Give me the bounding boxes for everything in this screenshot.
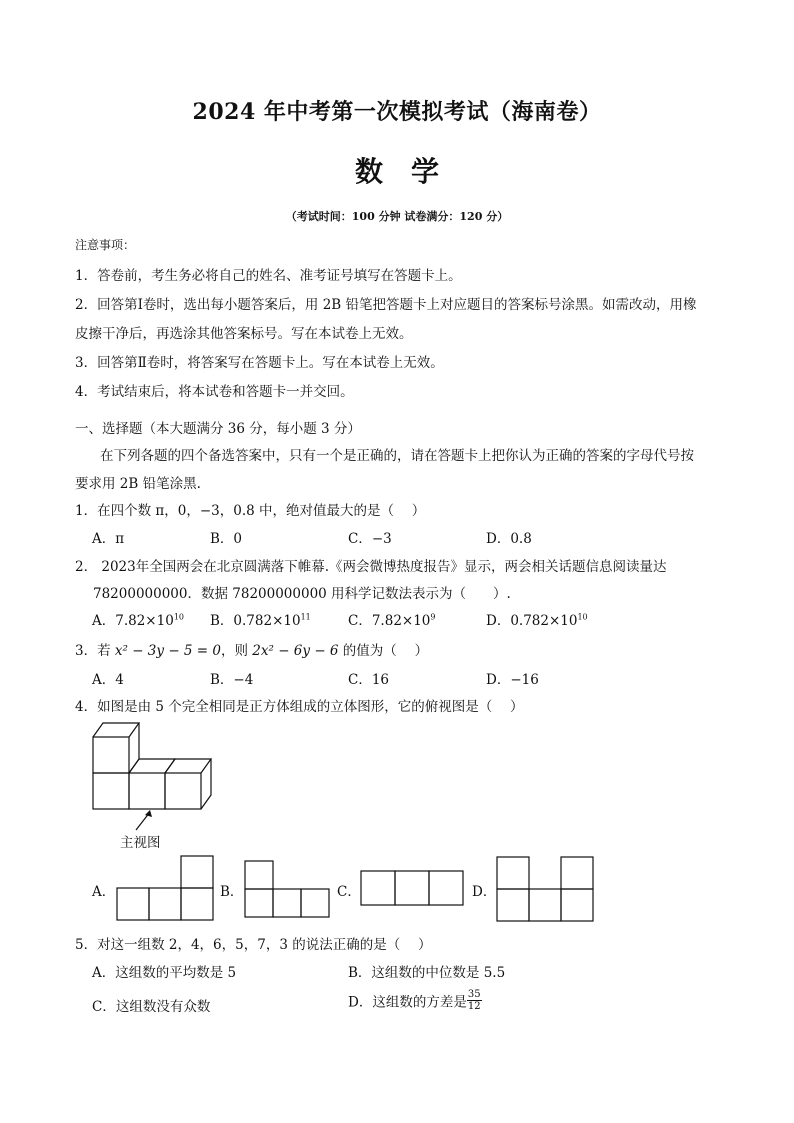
- exam-title: 2024 年中考第一次模拟考试（海南卷）: [192, 99, 602, 125]
- q3-option-c: C．16: [348, 672, 390, 688]
- note-item: 4．考试结束后，将本试卷和答题卡一并交回。: [75, 384, 354, 400]
- exam-info: （考试时间：100 分钟 试卷满分：120 分）: [285, 210, 509, 223]
- q5-fraction: $\frac{35}{12}$: [467, 989, 481, 1012]
- question-2-stem-cont: 78200000000．数据 78200000000 用科学记数法表示为（ ）.: [93, 586, 511, 602]
- cube-figure: [85, 718, 235, 828]
- section-instruction: 在下列各题的四个备选答案中，只有一个是正确的，请在答题卡上把你认为正确的答案的字母代号按: [100, 448, 694, 464]
- q5-option-a: A．这组数的平均数是 5: [92, 965, 237, 981]
- q4-option-d-label: D．: [472, 884, 497, 900]
- q5-option-d: D．这组数的方差是 $\frac{35}{12}$: [348, 989, 481, 1012]
- question-2-stem: 2． 2023年全国两会在北京圆满落下帷幕.《两会微博热度报告》显示，两会相关话题信息阅读量达: [75, 559, 667, 575]
- q4-option-a-figure: [116, 855, 216, 921]
- note-item: 1．答卷前，考生务必将自己的姓名、准考证号填写在答题卡上。: [75, 268, 462, 284]
- section-heading: 一、选择题（本大题满分 36 分，每小题 3 分）: [75, 421, 361, 437]
- q5-option-b: B．这组数的中位数是 5.5: [348, 965, 506, 981]
- q4-option-c-figure: [360, 870, 466, 906]
- q1-option-c: C．−3: [348, 531, 392, 547]
- q5-option-c: C．这组数没有众数: [92, 999, 211, 1015]
- q1-option-a: A．π: [92, 531, 125, 547]
- q3-option-a: A．4: [92, 672, 124, 688]
- question-3-stem: 3．若 x² − 3y − 5 = 0，则 2x² − 6y − 6 的值为（ ）: [75, 643, 429, 659]
- subject-title: 数学: [354, 155, 467, 188]
- q1-option-b: B．0: [210, 531, 243, 547]
- q2-option-c: C．$7.82\times 10^9$: [348, 612, 436, 629]
- q1-option-d: D．0.8: [486, 531, 532, 547]
- notes-heading: 注意事项：: [75, 238, 136, 252]
- note-item: 2．回答第Ⅰ卷时，选出每小题答案后，用 2B 铅笔把答题卡上对应题目的答案标号涂黑。如需改动，用橡: [75, 297, 697, 313]
- question-4-stem: 4．如图是由 5 个完全相同是正方体组成的立体图形，它的俯视图是（ ）: [75, 699, 524, 715]
- q2-option-b: B．$0.782\times 10^{11}$: [210, 612, 311, 629]
- q3-equation-1: x² − 3y − 5 = 0: [114, 643, 221, 659]
- question-5-stem: 5．对这一组数 2，4，6，5，7，3 的说法正确的是（ ）: [75, 937, 432, 953]
- note-item: 3．回答第Ⅱ卷时，将答案写在答题卡上。写在本试卷上无效。: [75, 355, 444, 371]
- section-instruction: 要求用 2B 铅笔涂黑.: [75, 476, 201, 492]
- q3-option-d: D．−16: [486, 672, 539, 688]
- note-item: 皮擦干净后，再选涂其他答案标号。写在本试卷上无效。: [75, 326, 413, 342]
- q4-option-d-figure: [496, 856, 596, 922]
- q3-expression: 2x² − 6y − 6: [252, 643, 339, 659]
- q4-option-b-label: B．: [220, 884, 244, 900]
- question-1-stem: 1．在四个数 π，0，−3，0.8 中，绝对值最大的是（ ）: [75, 503, 426, 519]
- q4-option-b-figure: [244, 860, 334, 918]
- q2-option-d: D．$0.782\times 10^{10}$: [486, 612, 588, 629]
- q4-option-c-label: C．: [337, 884, 361, 900]
- q4-option-a-label: A．: [92, 884, 116, 900]
- figure-caption: 主视图: [120, 835, 161, 851]
- q2-option-a: A．$7.82\times 10^{10}$: [92, 612, 184, 629]
- q3-option-b: B．−4: [210, 672, 254, 688]
